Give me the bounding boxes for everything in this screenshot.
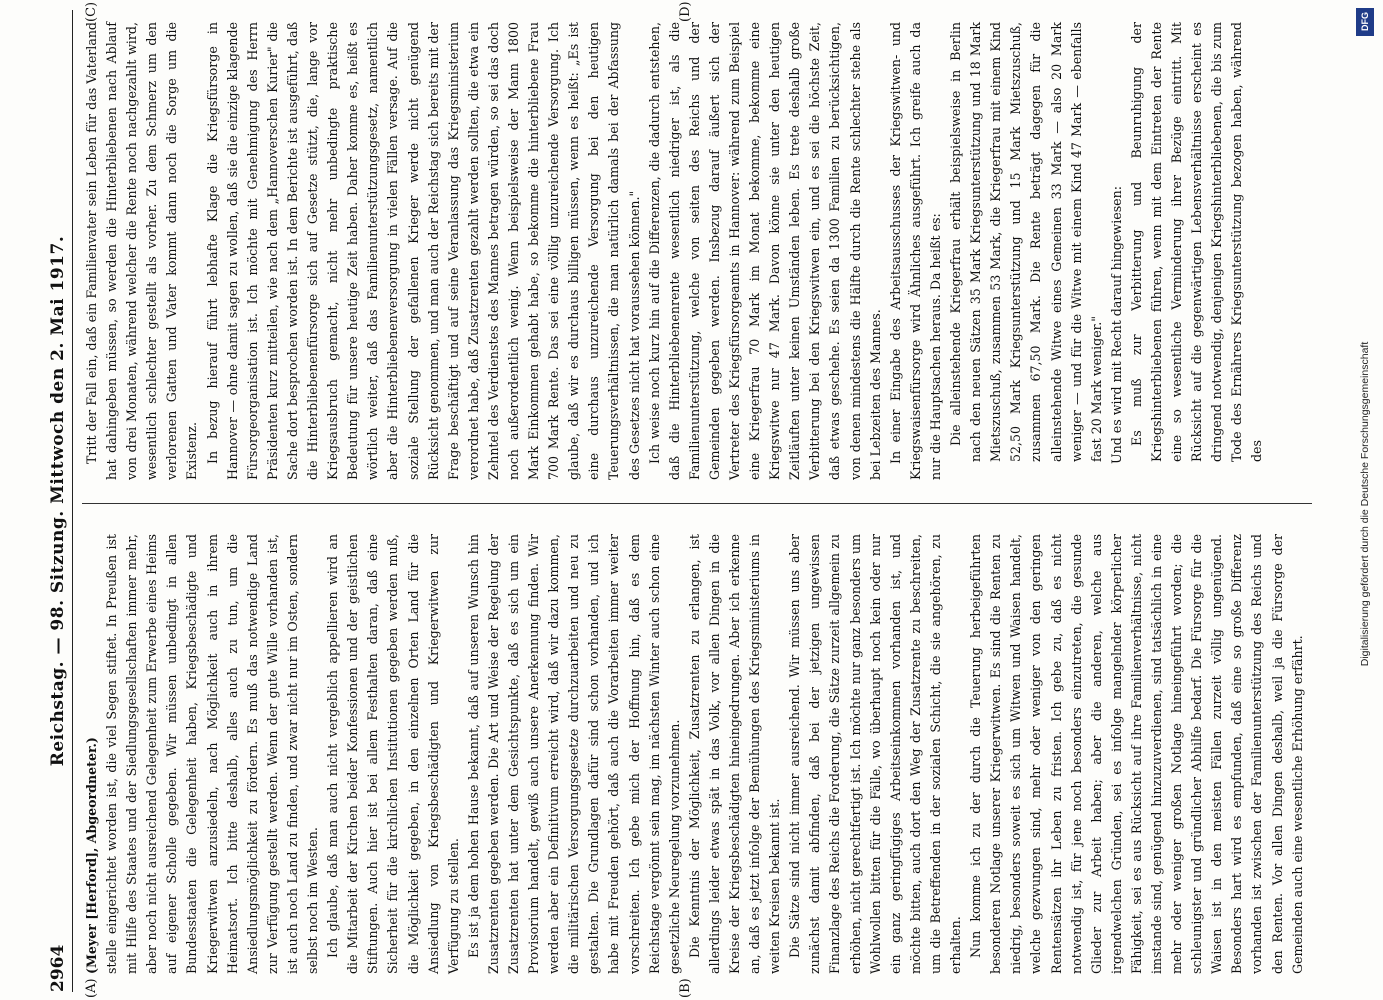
page-number: 2964 [48, 944, 68, 992]
left-paragraph-2: Ich glaube, daß man auch nicht vergeblich appellieren wird an die Mitarbeit der Kirchen beider Konfessionen und der geistlichen Stiftungen. Auch hier ist bei allem Festhalten daran, daß eine Sicherheit für die kirchlichen Institutionen gegeben werden muß, die Möglichkeit gegeben, in den einzelnen Orten Land für die Ansiedlung von Kriegsbeschädigten und Kriegerwitwen zur Verfügung zu stellen. [325, 534, 461, 974]
right-paragraph-2: In bezug hierauf führt lebhafte Klage die Kriegsfürsorge in Hannover — ohne damit sagen zu wollen, daß sie die einzige klagende Fürsorgeorganisation ist. Ich möchte mit Genehmigung des Herrn Präsidenten kurz mitteilen, wie nach dem „Hannoverschen Kurier" die Sache dort besprochen worden ist. In dem Berichte ist ausgeführt, daß die Hinterbliebenenfürsorge sich auf Gesetze stützt, die, lange vor Kriegsausbruch gemacht, nicht mehr unbedingte praktische Bedeutung für unsere heutige Zeit haben. Daher komme es, heißt es wörtlich weiter, daß das Familienunterstützungsgesetz, namentlich aber die Hinterbliebenenversorgung in vielen Fällen versage. Auf die soziale Stellung der gefallenen Krieger werde nicht genügend Rücksicht genommen, und man auch der Reichstag sich bereits mit der Frage beschäftigt und auf seine Veranlassung das Kriegsministerium verordnet habe, daß Zusatzrenten gezahlt werden sollten, die etwa ein Zehntel des Verdienstes des Mannes betragen würden, so sei das doch noch außerordentlich wenig. Wenn beispielsweise der Mann 1800 Mark Einkommen gehabt habe, so bekomme die hinterbliebene Frau 700 Mark Rente. Das sei eine völlig unzureichende Versorgung. Ich glaube, daß wir es durchaus billigen müssen, wenn es heißt: „Es ist eine durchaus unzureichende Versorgung bei den heutigen Teuerungsverhältnissen, die man natürlich damals bei der Abfassung des Gesetzes nicht hat voraussehen können." [204, 22, 642, 480]
left-paragraph-6: Nun komme ich zu der durch die Teuerung herbeigeführten besonderen Notlage unserer Kriegerwitwen. Es sind die Renten zu niedrig, besonders soweit es sich um Witwen und Waisen handelt, welche gezwungen sind, mehr oder weniger von den geringen Rentensätzen ihr Leben zu fristen. Ich gebe zu, daß es nicht notwendig ist, für jene noch besonders einzutreten, die gesunde Glieder zur Arbeit haben; aber die anderen, welche aus irgendwelchen Gründen, sei es infolge mangelnder körperlicher Fähigkeit, sei es aus Rücksicht auf ihre Familienverhältnisse, nicht imstande sind, genügend hinzuzuverdienen, sind tatsächlich in eine mehr oder weniger großen Notlage hineingeführt worden; die schleunigster und gründlicher Abhilfe bedarf. Die Fürsorge für die Waisen ist in den meisten Fällen zurzeit völlig ungenügend. Besonders hart wird es empfunden, daß eine so große Differenz vorhanden ist zwischen der Familienunterstützung des Reichs und den Renten. Vor allen Dingen deshalb, weil ja die Fürsorge der Gemeinden auch eine wesentliche Erhöhung erfährt. [968, 534, 1305, 974]
right-quote-1: Die alleinstehende Kriegerfrau erhält beispielsweise in Berlin nach den neuen Sätzen 35 Mark Kriegsunterstützung und 18 Mark Mietszuschuß, zusammen 53 Mark, die Kriegerfrau mit einem Kind 52,50 Mark Kriegsunterstützung und 15 Mark Mietszuschuß, zusammen 67,50 Mark. Die Rente beträgt dagegen für die alleinstehende Witwe eines Gemeinen 33 Mark — also 20 Mark weniger — und für die Witwe mit einem Kind 47 Mark — ebenfalls fast 20 Mark weniger." [948, 22, 1104, 462]
page-header [44, 10, 74, 992]
right-quote-2: Es muß zur Verbitterung und Beunruhigung der Kriegshinterbliebenen führen, wenn mit dem Eintreten der Rente eine so wesentliche Verminderung ihrer Bezüge eintritt. Mit Rücksicht auf die gegenwärtigen Lebensverhältnisse erscheint es dringend notwendig, denjenigen Kriegshinterbliebenen, die bis zum Tode des Ernährers Kriegsunterstützung bezogen haben, während des [1128, 22, 1265, 462]
digitization-credit: Digitalisierung gefördert durch die Deutsche Forschungsgemeinschaft [1359, 341, 1371, 667]
margin-marker-b: (B) [678, 978, 693, 998]
left-column [82, 534, 1308, 974]
left-paragraph-1: stelle eingerichtet worden ist, die viel Segen stiftet. In Preußen ist mit Hilfe des Staates und der Siedlungsgesellschaften immer mehr, aber noch nicht ausreichend Gelegenheit zum Erwerbe eines Heims auf eigener Scholle gegeben. Wir müssen unbedingt in allen Bundesstaaten die Gelegenheit haben, Kriegsbeschädigte und Kriegerwitwen anzusiedeln, nach Möglichkeit auch in ihrem Heimatsort. Ich bitte deshalb, alles auch zu tun, um die Ansiedlungsmöglichkeit zu fördern. Es muß das notwendige Land zur Verfügung gestellt werden. Wenn der gute Wille vorhanden ist, ist auch noch Land zu finden, und zwar nicht nur im Osten, sondern selbst noch im Westen. [104, 534, 321, 974]
running-head: Reichstag. — 98. Sitzung. Mittwoch den 2. Mai 1917. [48, 235, 68, 767]
left-paragraph-4: Die Kenntnis der Möglichkeit, Zusatzrenten zu erlangen, ist allerdings leider etwas spät in das Volk, vor allen Dingen in die Kreise der Kriegsbeschädigten hineingedrungen. Aber ich erkenne an, daß es jetzt infolge der Bemühungen des Kriegsministeriums in weiten Kreisen bekannt ist. [686, 534, 783, 974]
column-divider [82, 503, 1312, 504]
dfg-logo-icon: DFG [1356, 8, 1374, 36]
right-column [82, 22, 1268, 480]
right-paragraph-3: Ich weise noch kurz hin auf die Differenzen, die dadurch entstehen, daß die Hinterbliebenenrente wesentlich niedriger ist, als die Familienunterstützung, welche von seiten des Reichs und der Gemeinden gegeben werden. Insbezug darauf äußert sich der Vertreter des Kriegsfürsorgeamts in Hannover: während zum Beispiel eine Kriegerfrau 70 Mark im Monat bekomme, bekomme eine Kriegswitwe nur 47 Mark. Davon könne sie unter den heutigen Zeitläuften unter keinen Umständen leben. Es trete deshalb große Verbitterung bei den Kriegswitwen ein, und es sei die höchste Zeit, daß etwas geschehe. Es seien da 1300 Familien zu berücksichtigen, von denen mindestens die Hälfte durch die Rente schlechter stehe als bei Lebzeiten des Mannes. [646, 22, 883, 480]
rotated-page [38, 0, 1328, 1000]
speaker-line: (Meyer [Herford], Abgeordneter.) [84, 737, 99, 974]
margin-marker-a: (A) [84, 978, 99, 998]
right-paragraph-5: Und es wird mit Recht darauf hingewiesen: [1108, 186, 1124, 464]
margin-marker-c: (C) [84, 1, 99, 22]
header-rule [72, 10, 73, 992]
right-paragraph-1: Tritt der Fall ein, daß ein Familienvater sein Leben für das Vaterland hat dahingeben müssen, so werden die Hinterbliebenen nach Ablauf von drei Monaten, während welcher die Rente noch nachgezahlt wird, wesentlich schlechter gestellt als vorher. Zu dem Schmerz um den verlorenen Gatten und Vater kommt dann noch die Sorge um die Existenz. [84, 22, 200, 480]
right-paragraph-4: In einer Eingabe des Arbeitsausschusses der Kriegswitwen- und Kriegswaisenfürsorge wird Ähnliches ausgeführt. Ich greife auch da nur die Hauptsachen heraus. Da heißt es: [887, 22, 943, 480]
margin-marker-d: (D) [678, 1, 693, 22]
digitization-sidebar [1350, 8, 1380, 998]
left-paragraph-5: Die Sätze sind nicht immer ausreichend. Wir müssen uns aber zunächst damit abfinden, daß bei der jetzigen ungewissen Finanzlage des Reichs die Forderung, die Sätze zurzeit allgemein zu erhöhen, nicht gerechtfertigt ist. Ich möchte nur ganz besonders um Wohlwollen bitten für die Fälle, wo überhaupt noch kein oder nur ein ganz geringfügiges Arbeitseinkommen vorhanden ist, und möchte bitten, auch dort den Weg der Zusatzrente zu beschreiten, um die Betreffenden in der sozialen Schicht, die sie angehören, zu erhalten. [787, 534, 964, 974]
left-paragraph-3: Es ist ja dem hohen Hause bekannt, daß auf unseren Wunsch hin Zusatzrenten gegeben werden. Die Art und Weise der Regelung der Zusatzrenten hat unter dem Gesichtspunkte, daß es sich um ein Provisorium handelt, gewiß auch unsere Anerkennung finden. Wir werden aber ein Definitivum erreicht wird, daß wir dazu kommen, die militärischen Versorgungsgesetze durchzuarbeiten und neu zu gestalten. Die Grundlagen dafür sind schon vorhanden, und ich habe mit Freuden gehört, daß auch die Vorarbeiten immer weiter vorschreiten. Ich gebe mich der Hoffnung hin, daß es dem Reichstage vergönnt sein mag, im nächsten Winter auch schon eine gesetzliche Neuregelung vorzunehmen. [465, 534, 682, 974]
